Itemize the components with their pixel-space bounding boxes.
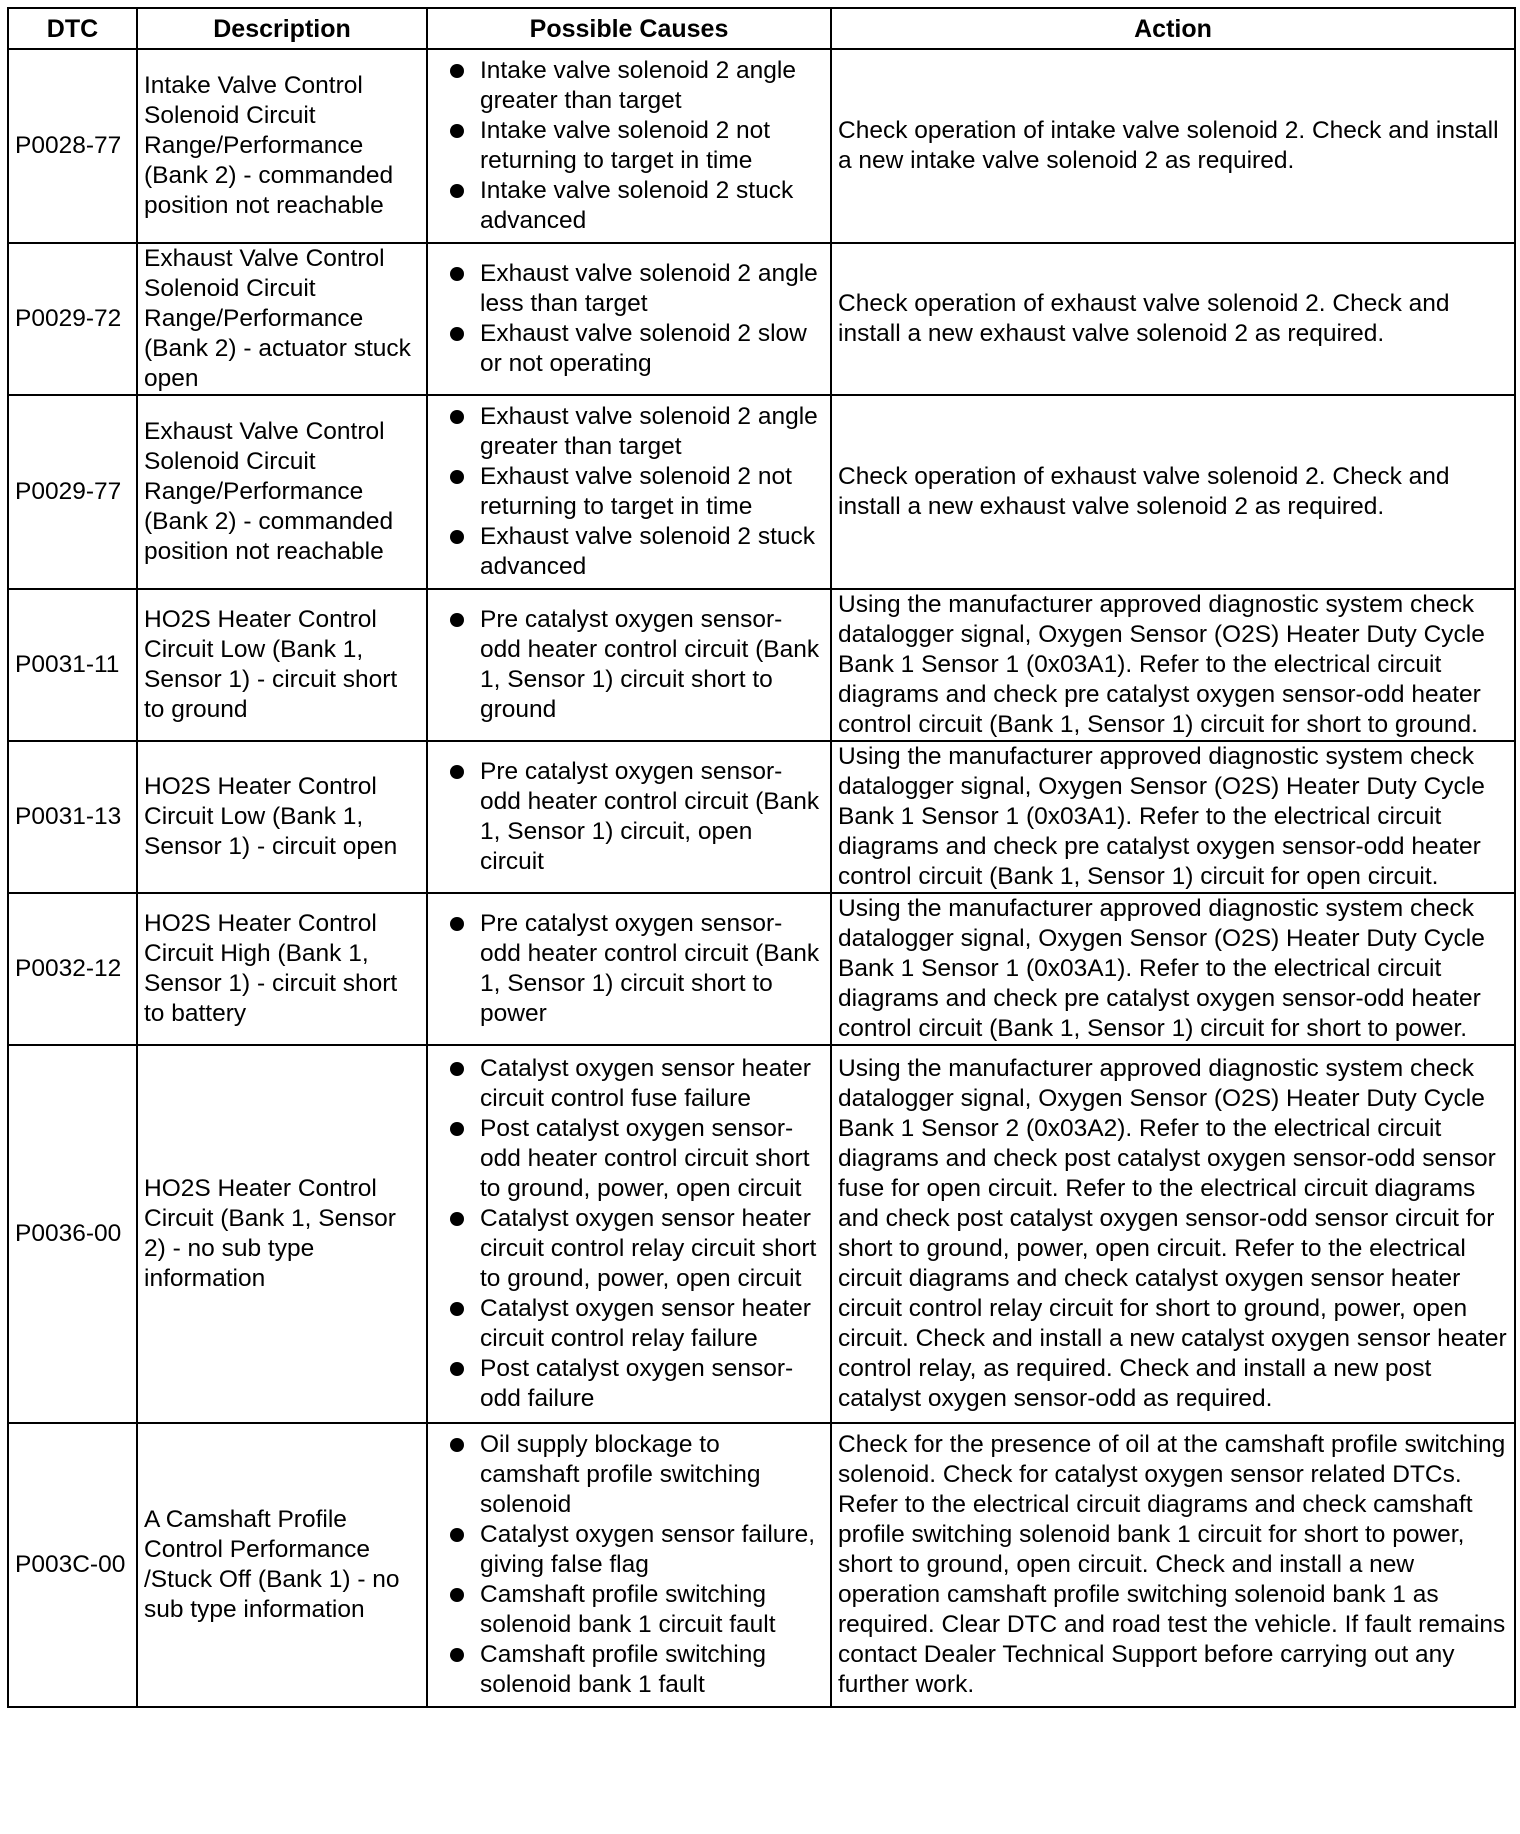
- cause-text: Intake valve solenoid 2 not returning to target in time: [480, 117, 771, 174]
- dtc-description: A Camshaft Profile Control Performance /Stuck Off (Bank 1) - no sub type information: [137, 1423, 427, 1707]
- cause-item: [450, 176, 822, 236]
- dtc-code: P0029-77: [8, 395, 137, 589]
- dtc-description: Intake Valve Control Solenoid Circuit Range/Performance (Bank 2) - commanded position not reachable: [137, 49, 427, 243]
- cause-list: [450, 1430, 822, 1700]
- bullet-icon: [450, 267, 464, 281]
- dtc-action: Using the manufacturer approved diagnostic system check datalogger signal, Oxygen Sensor (O2S) Heater Duty Cycle Bank 1 Sensor 1 (0x03A1). Refer to the electrical circuit diagrams and check pre catalyst oxygen sensor-odd heater control circuit (Bank 1, Sensor 1) circuit for short to ground.: [831, 589, 1515, 741]
- cause-item: [450, 757, 822, 877]
- cause-item: [450, 1204, 822, 1294]
- dtc-action: Using the manufacturer approved diagnostic system check datalogger signal, Oxygen Sensor (O2S) Heater Duty Cycle Bank 1 Sensor 1 (0x03A1). Refer to the electrical circuit diagrams and check pre catalyst oxygen sensor-odd heater control circuit (Bank 1, Sensor 1) circuit for short to power.: [831, 893, 1515, 1045]
- cause-list: [450, 1054, 822, 1414]
- cause-list: [450, 259, 822, 379]
- cause-text: Exhaust valve solenoid 2 slow or not operating: [480, 320, 807, 377]
- dtc-description: Exhaust Valve Control Solenoid Circuit Range/Performance (Bank 2) - actuator stuck open: [137, 243, 427, 395]
- bullet-icon: [450, 1362, 464, 1376]
- cause-item: [450, 1294, 822, 1354]
- possible-causes: [427, 589, 831, 741]
- cause-text: Catalyst oxygen sensor heater circuit control relay circuit short to ground, power, open circuit: [480, 1205, 817, 1292]
- bullet-icon: [450, 613, 464, 627]
- cause-text: Pre catalyst oxygen sensor-odd heater control circuit (Bank 1, Sensor 1) circuit short to power: [480, 910, 820, 1027]
- cause-text: Exhaust valve solenoid 2 stuck advanced: [480, 523, 816, 580]
- cause-item: [450, 56, 822, 116]
- cause-item: [450, 259, 822, 319]
- dtc-action: Check operation of exhaust valve solenoid 2. Check and install a new exhaust valve solenoid 2 as required.: [831, 243, 1515, 395]
- cause-text: Intake valve solenoid 2 stuck advanced: [480, 177, 794, 234]
- cause-text: Catalyst oxygen sensor failure, giving false flag: [480, 1521, 815, 1578]
- dtc-description: HO2S Heater Control Circuit High (Bank 1, Sensor 1) - circuit short to battery: [137, 893, 427, 1045]
- bullet-icon: [450, 1212, 464, 1226]
- possible-causes: [427, 893, 831, 1045]
- bullet-icon: [450, 1438, 464, 1452]
- bullet-icon: [450, 470, 464, 484]
- cause-text: Oil supply blockage to camshaft profile switching solenoid: [480, 1431, 761, 1518]
- bullet-icon: [450, 530, 464, 544]
- table-row: [8, 395, 1515, 589]
- cause-text: Exhaust valve solenoid 2 angle greater than target: [480, 403, 818, 460]
- header-description: Description: [137, 8, 427, 49]
- cause-item: [450, 605, 822, 725]
- dtc-action: Check operation of exhaust valve solenoid 2. Check and install a new exhaust valve solenoid 2 as required.: [831, 395, 1515, 589]
- bullet-icon: [450, 765, 464, 779]
- header-dtc: DTC: [8, 8, 137, 49]
- possible-causes: [427, 1045, 831, 1423]
- bullet-icon: [450, 1588, 464, 1602]
- dtc-action: Check operation of intake valve solenoid 2. Check and install a new intake valve solenoid 2 as required.: [831, 49, 1515, 243]
- cause-list: [450, 605, 822, 725]
- cause-list: [450, 402, 822, 582]
- dtc-code: P0031-11: [8, 589, 137, 741]
- dtc-code: P0028-77: [8, 49, 137, 243]
- table-row: [8, 243, 1515, 395]
- table-row: [8, 741, 1515, 893]
- cause-text: Catalyst oxygen sensor heater circuit control relay failure: [480, 1295, 811, 1352]
- bullet-icon: [450, 124, 464, 138]
- cause-item: [450, 462, 822, 522]
- cause-item: [450, 1640, 822, 1700]
- cause-item: [450, 1430, 822, 1520]
- bullet-icon: [450, 1302, 464, 1316]
- bullet-icon: [450, 917, 464, 931]
- cause-item: [450, 522, 822, 582]
- possible-causes: [427, 243, 831, 395]
- table-row: [8, 1423, 1515, 1707]
- bullet-icon: [450, 1648, 464, 1662]
- cause-text: Exhaust valve solenoid 2 not returning to target in time: [480, 463, 792, 520]
- dtc-table: [7, 7, 1516, 1708]
- header-action: Action: [831, 8, 1515, 49]
- cause-item: [450, 319, 822, 379]
- header-row: [8, 8, 1515, 49]
- dtc-code: P0031-13: [8, 741, 137, 893]
- table-row: [8, 893, 1515, 1045]
- dtc-description: HO2S Heater Control Circuit (Bank 1, Sensor 2) - no sub type information: [137, 1045, 427, 1423]
- cause-item: [450, 1354, 822, 1414]
- cause-item: [450, 1114, 822, 1204]
- cause-text: Post catalyst oxygen sensor-odd heater control circuit short to ground, power, open circuit: [480, 1115, 810, 1202]
- dtc-code: P003C-00: [8, 1423, 137, 1707]
- bullet-icon: [450, 64, 464, 78]
- cause-list: [450, 757, 822, 877]
- cause-text: Exhaust valve solenoid 2 angle less than target: [480, 260, 818, 317]
- dtc-description: HO2S Heater Control Circuit Low (Bank 1, Sensor 1) - circuit open: [137, 741, 427, 893]
- table-row: [8, 1045, 1515, 1423]
- dtc-description: Exhaust Valve Control Solenoid Circuit Range/Performance (Bank 2) - commanded position not reachable: [137, 395, 427, 589]
- cause-text: Pre catalyst oxygen sensor-odd heater control circuit (Bank 1, Sensor 1) circuit, open circuit: [480, 758, 820, 875]
- cause-list: [450, 909, 822, 1029]
- dtc-action: Check for the presence of oil at the camshaft profile switching solenoid. Check for catalyst oxygen sensor related DTCs. Refer to the electrical circuit diagrams and check camshaft profile switching solenoid bank 1 circuit for short to power, short to ground, open circuit. Check and install a new operation camshaft profile switching solenoid bank 1 as required. Clear DTC and road test the vehicle. If fault remains contact Dealer Technical Support before carrying out any further work.: [831, 1423, 1515, 1707]
- cause-text: Catalyst oxygen sensor heater circuit control fuse failure: [480, 1055, 811, 1112]
- possible-causes: [427, 49, 831, 243]
- dtc-description: HO2S Heater Control Circuit Low (Bank 1, Sensor 1) - circuit short to ground: [137, 589, 427, 741]
- table-row: [8, 589, 1515, 741]
- cause-text: Post catalyst oxygen sensor-odd failure: [480, 1355, 794, 1412]
- dtc-action: Using the manufacturer approved diagnostic system check datalogger signal, Oxygen Sensor (O2S) Heater Duty Cycle Bank 1 Sensor 2 (0x03A2). Refer to the electrical circuit diagrams and check post catalyst oxygen sensor-odd sensor fuse for open circuit. Refer to the electrical circuit diagrams and check post catalyst oxygen sensor-odd sensor circuit for short to ground, power, open circuit. Refer to the electrical circuit diagrams and check catalyst oxygen sensor heater circuit control relay circuit for short to ground, power, open circuit. Check and install a new catalyst oxygen sensor heater control relay, as required. Check and install a new post catalyst oxygen sensor-odd as required.: [831, 1045, 1515, 1423]
- cause-item: [450, 116, 822, 176]
- cause-item: [450, 909, 822, 1029]
- dtc-code: P0036-00: [8, 1045, 137, 1423]
- cause-text: Intake valve solenoid 2 angle greater than target: [480, 57, 796, 114]
- bullet-icon: [450, 327, 464, 341]
- possible-causes: [427, 741, 831, 893]
- header-causes: Possible Causes: [427, 8, 831, 49]
- possible-causes: [427, 395, 831, 589]
- bullet-icon: [450, 184, 464, 198]
- bullet-icon: [450, 1528, 464, 1542]
- dtc-code: P0029-72: [8, 243, 137, 395]
- dtc-action: Using the manufacturer approved diagnostic system check datalogger signal, Oxygen Sensor (O2S) Heater Duty Cycle Bank 1 Sensor 1 (0x03A1). Refer to the electrical circuit diagrams and check pre catalyst oxygen sensor-odd heater control circuit (Bank 1, Sensor 1) circuit for open circuit.: [831, 741, 1515, 893]
- dtc-code: P0032-12: [8, 893, 137, 1045]
- cause-list: [450, 56, 822, 236]
- possible-causes: [427, 1423, 831, 1707]
- cause-item: [450, 1580, 822, 1640]
- cause-text: Camshaft profile switching solenoid bank 1 fault: [480, 1641, 766, 1698]
- bullet-icon: [450, 410, 464, 424]
- cause-item: [450, 1054, 822, 1114]
- bullet-icon: [450, 1122, 464, 1136]
- table-row: [8, 49, 1515, 243]
- cause-text: Camshaft profile switching solenoid bank 1 circuit fault: [480, 1581, 776, 1638]
- bullet-icon: [450, 1062, 464, 1076]
- cause-item: [450, 402, 822, 462]
- cause-text: Pre catalyst oxygen sensor-odd heater control circuit (Bank 1, Sensor 1) circuit short to ground: [480, 606, 820, 723]
- cause-item: [450, 1520, 822, 1580]
